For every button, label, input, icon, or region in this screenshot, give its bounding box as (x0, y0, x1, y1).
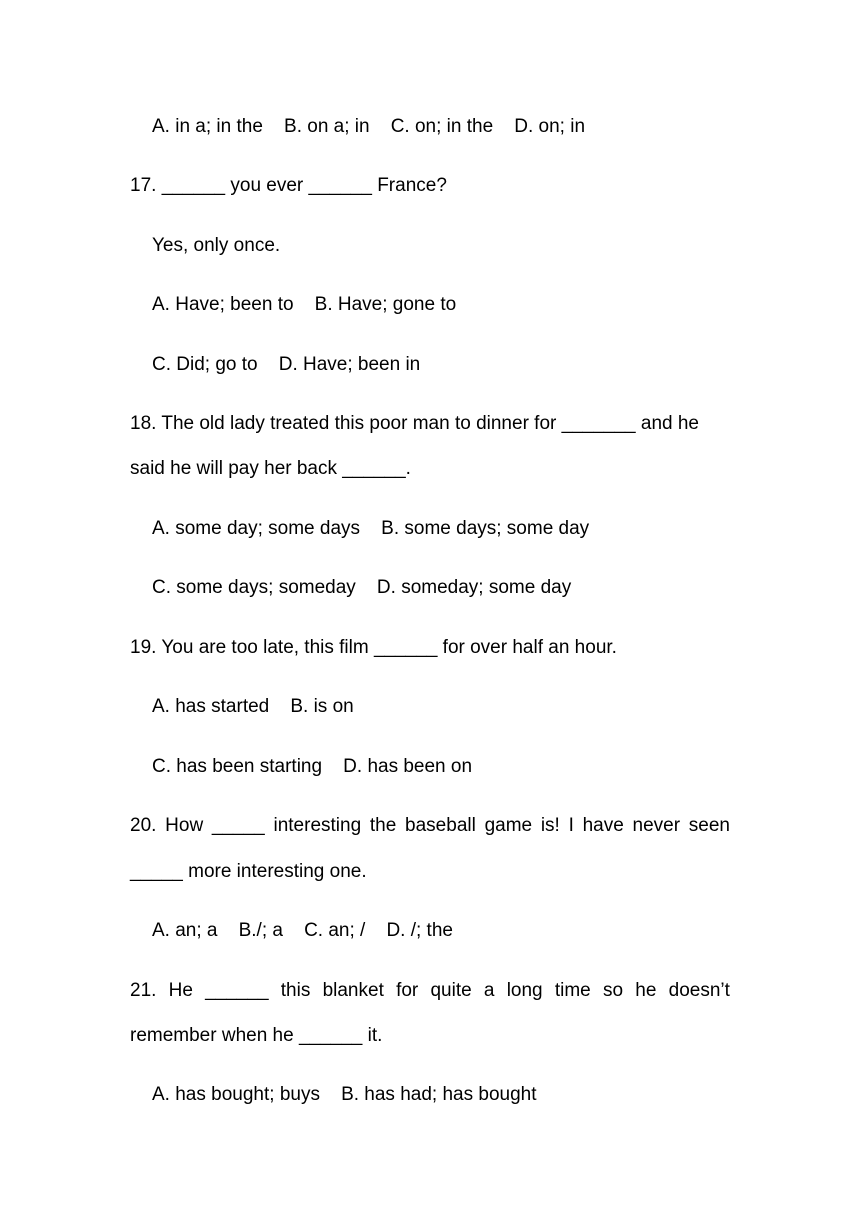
word: interesting (273, 815, 362, 836)
word: He (168, 980, 193, 1001)
word: 21. (130, 980, 157, 1001)
q17-stem: 17. ______ you ever ______ France? (130, 175, 447, 196)
word: is! (540, 815, 560, 836)
word: he (635, 980, 657, 1001)
q20-stem-line1 (130, 814, 730, 838)
word: How (165, 815, 204, 836)
word: game (484, 815, 533, 836)
q18-stem-line2: said he will pay her back ______. (130, 458, 411, 479)
q19-options-ab: A. has started B. is on (152, 696, 354, 717)
word: ______ (205, 980, 269, 1001)
q18-stem-line1: 18. The old lady treated this poor man to dinner for _______ and he (130, 413, 699, 434)
word: baseball (405, 815, 476, 836)
word: quite (430, 980, 472, 1001)
word: for (396, 980, 419, 1001)
q17-reply: Yes, only once. (152, 235, 281, 256)
word: this (280, 980, 311, 1001)
q21-options-ab: A. has bought; buys B. has had; has bought (152, 1084, 537, 1105)
q20-options: A. an; a B./; a C. an; / D. /; the (152, 920, 453, 941)
word: the (369, 815, 397, 836)
word: 20. (130, 815, 157, 836)
word: I (568, 815, 574, 836)
q19-options-cd: C. has been starting D. has been on (152, 756, 473, 777)
word: blanket (322, 980, 384, 1001)
q21-stem-line2: remember when he ______ it. (130, 1025, 383, 1046)
q17-options-ab: A. Have; been to B. Have; gone to (152, 294, 457, 315)
word: so (602, 980, 624, 1001)
word: doesn’t (668, 980, 730, 1001)
word: time (554, 980, 591, 1001)
word: a (483, 980, 495, 1001)
word: long (506, 980, 543, 1001)
q20-stem-line2: _____ more interesting one. (130, 861, 367, 882)
q19-stem: 19. You are too late, this film ______ for over half an hour. (130, 637, 617, 658)
q18-options-cd: C. some days; someday D. someday; some day (152, 577, 572, 598)
word: seen (688, 815, 730, 836)
q18-options-ab: A. some day; some days B. some days; some day (152, 518, 590, 539)
q16-options: A. in a; in the B. on a; in C. on; in the D. on; in (152, 116, 586, 137)
q21-stem-line1 (130, 979, 730, 1003)
q17-options-cd: C. Did; go to D. Have; been in (152, 354, 421, 375)
word: never (632, 815, 681, 836)
word: _____ (211, 815, 265, 836)
word: have (582, 815, 624, 836)
